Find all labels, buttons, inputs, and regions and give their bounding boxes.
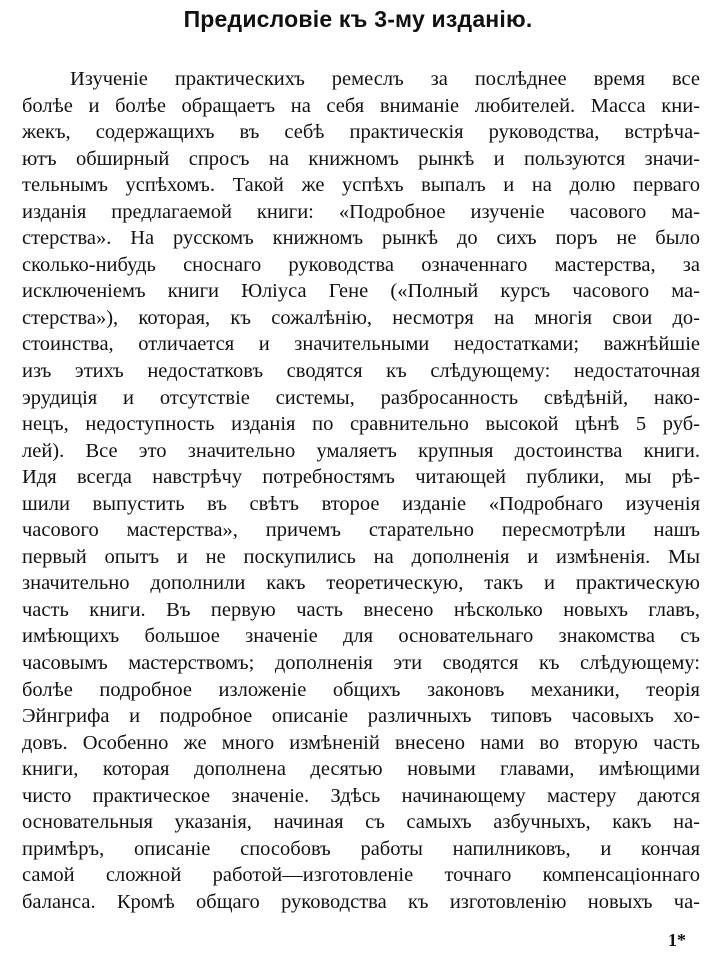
text-line: баланса. Кромѣ общаго руководства къ изготовленію новыхъ ча-: [22, 890, 700, 913]
text-line: чисто практическое значеніе. Здѣсь начинающему мастеру даются: [22, 784, 700, 807]
text-line: болѣе и болѣе обращаетъ на себя вниманіе любителей. Масса кни-: [22, 94, 700, 117]
page-title: Предисловіе къ 3-му изданію.: [183, 6, 533, 32]
text-line: исключеніемъ книги Юліуса Гене («Полный курсъ часового ма-: [22, 280, 700, 303]
text-line: значительно дополнили какъ теоретическую, такъ и практическую: [22, 572, 700, 595]
text-line: имѣющихъ большое значеніе для основательнаго знакомства съ: [22, 625, 700, 648]
text-line: стоинства, отличается и значительными недостатками; важнѣйшіе: [22, 333, 700, 356]
text-line: нецъ, недоступность изданія по сравнительно высокой цѣнѣ 5 руб-: [22, 413, 700, 436]
text-line: изданія предлагаемой книги: «Подробное изученіе часового ма-: [22, 200, 700, 223]
text-line: часового мастерства», причемъ старательно пересмотрѣли нашъ: [22, 519, 700, 542]
text-line: сколько-нибудь сноснаго руководства означеннаго мастерства, за: [22, 253, 700, 276]
text-line: изъ этихъ недостатковъ сводятся къ слѣдующему: недостаточная: [22, 360, 700, 383]
text-line: самой сложной работой—изготовленіе точнаго компенсаціоннаго: [22, 864, 700, 887]
text-line: лей). Все это значительно умаляетъ крупныя достоинства книги.: [22, 439, 700, 462]
text-line: первый опытъ и не поскупились на дополненія и измѣненія. Мы: [22, 545, 700, 568]
text-line: шили выпустить въ свѣтъ второе изданіе «Подробнаго изученія: [22, 492, 700, 515]
text-line: часть книги. Въ первую часть внесено нѣсколько новыхъ главъ,: [22, 598, 700, 621]
text-line: ютъ обширный спросъ на книжномъ рынкѣ и пользуются значи-: [22, 147, 700, 170]
text-line: часовымъ мастерствомъ; дополненія эти сводятся къ слѣдующему:: [22, 652, 700, 675]
text-line: Эйнгрифа и подробное описаніе различныхъ типовъ часовыхъ хо-: [22, 705, 700, 728]
text-line: основательныя указанія, начиная съ самыхъ азбучныхъ, какъ на-: [22, 811, 700, 834]
text-line: болѣе подробное изложеніе общихъ законовъ механики, теорія: [22, 678, 700, 701]
text-line: жекъ, содержащихъ въ себѣ практическія руководства, встрѣча-: [22, 121, 700, 144]
body-text: [22, 66, 700, 916]
text-line: примѣръ, описаніе способовъ работы напилниковъ, и кончая: [22, 837, 700, 860]
text-line: тельнымъ успѣхомъ. Такой же успѣхъ выпалъ и на долю перваго: [22, 174, 700, 197]
text-line: книги, которая дополнена десятью новыми главами, имѣющими: [22, 758, 700, 781]
text-line: стерства». На русскомъ книжномъ рынкѣ до сихъ поръ не было: [22, 227, 700, 250]
page-number: 1*: [668, 930, 686, 950]
text-line: Идя всегда навстрѣчу потребностямъ читающей публики, мы рѣ-: [22, 466, 700, 489]
text-line: эрудиція и отсутствіе системы, разбросанность свѣдѣній, нако-: [22, 386, 700, 409]
text-line: Изученіе практическихъ ремеслъ за послѣднее время все: [70, 68, 700, 90]
text-line: довъ. Особенно же много измѣненій внесено нами во вторую часть: [22, 731, 700, 754]
text-line: стерства»), которая, къ сожалѣнію, несмотря на многія свои до-: [22, 306, 700, 329]
